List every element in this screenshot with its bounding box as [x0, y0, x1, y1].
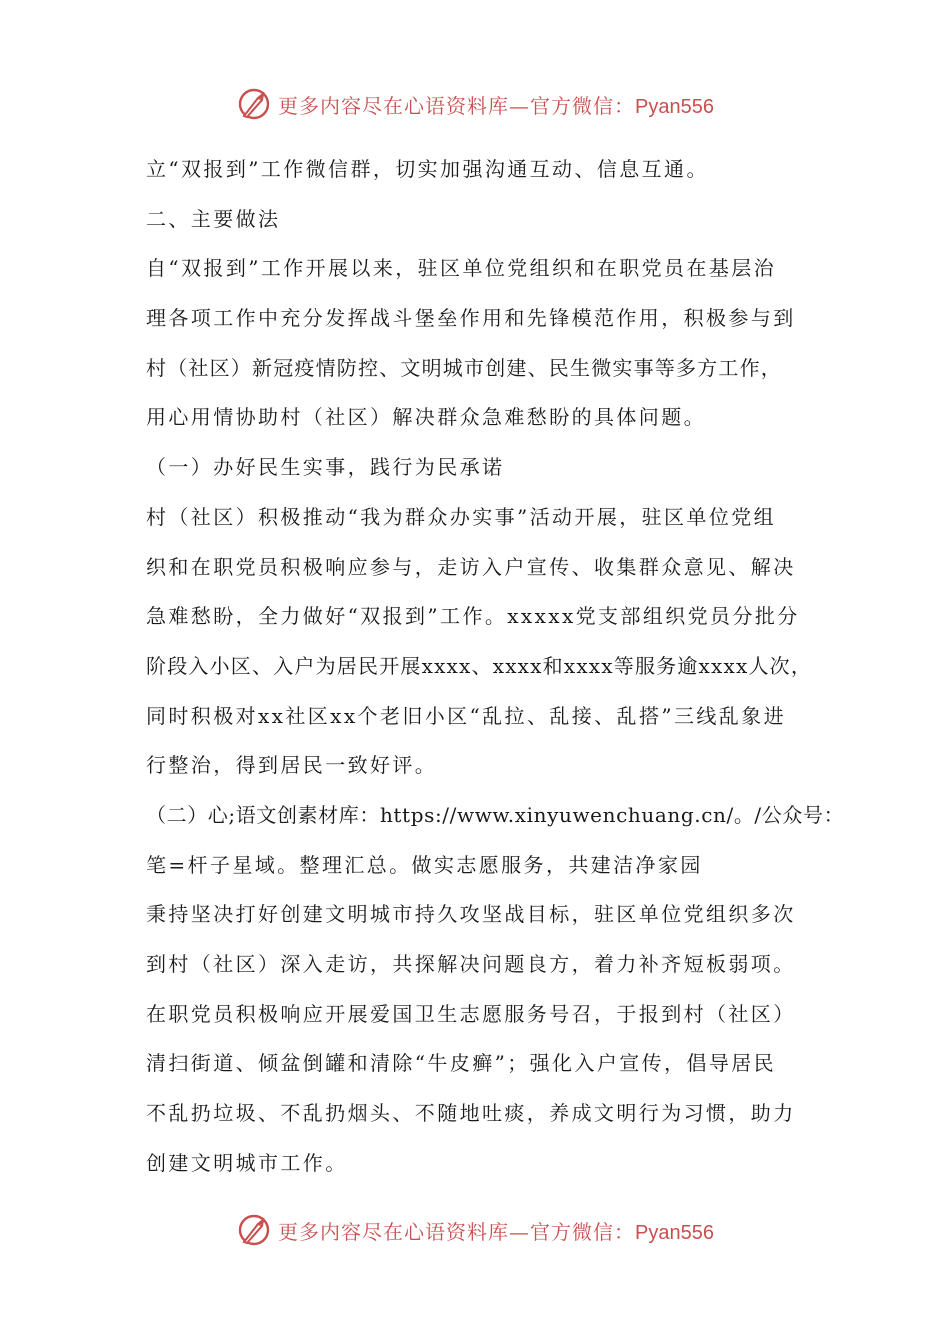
subsection-heading: 笔=杆子星域。整理汇总。做实志愿服务，共建洁净家园	[146, 852, 703, 877]
paragraph-line: 秉持坚决打好创建文明城市持久攻坚战目标，驻区单位党组织多次	[146, 902, 796, 927]
paragraph-line: 自“双报到”工作开展以来，驻区单位党组织和在职党员在基层治	[146, 256, 777, 281]
paragraph-line: 村（社区）新冠疫情防控、文明城市创建、民生微实事等多方工作，	[146, 355, 782, 380]
pen-nib-logo-icon	[236, 1212, 272, 1248]
paragraph-line: 阶段入小区、入户为居民开展xxxx、xxxx和xxxx等服务逾xxxx人次，	[146, 653, 813, 678]
wechat-id: Pyan556	[635, 95, 714, 118]
subsection-heading: （一）办好民生实事，践行为民承诺	[146, 455, 505, 480]
footer-watermark-banner	[0, 1208, 950, 1252]
watermark-prefix: 更多内容尽在心语资料库—官方微信：	[278, 1219, 636, 1244]
paragraph-line: 行整治，得到居民一致好评。	[146, 753, 438, 778]
paragraph-line: 急难愁盼，全力做好“双报到”工作。xxxxx党支部组织党员分批分	[146, 604, 800, 629]
paragraph-line: 在职党员积极响应开展爱国卫生志愿服务号召，于报到村（社区）	[146, 1001, 796, 1026]
paragraph-line: 织和在职党员积极响应参与，走访入户宣传、收集群众意见、解决	[146, 554, 796, 579]
paragraph-line: 同时积极对xx社区xx个老旧小区“乱拉、乱接、乱搭”三线乱象进	[146, 703, 786, 728]
watermark-prefix: 更多内容尽在心语资料库—官方微信：	[278, 93, 636, 118]
header-watermark-banner	[0, 82, 950, 126]
paragraph-line: 村（社区）积极推动“我为群众办实事”活动开展，驻区单位党组	[146, 504, 777, 529]
paragraph-line: 到村（社区）深入走访，共探解决问题良方，着力补齐短板弱项。	[146, 952, 796, 976]
document-body	[146, 145, 845, 1188]
paragraph-line: 不乱扔垃圾、不乱扔烟头、不随地吐痰，养成文明行为习惯，助力	[146, 1101, 796, 1126]
paragraph-line: 清扫街道、倾盆倒罐和清除“牛皮癣”；强化入户宣传，倡导居民	[146, 1051, 777, 1076]
section-heading: 二、主要做法	[146, 206, 281, 231]
paragraph-line: 立“双报到”工作微信群，切实加强沟通互动、信息互通。	[146, 157, 709, 181]
paragraph-line: 创建文明城市工作。	[146, 1150, 348, 1175]
subsection-heading: （二）心;语文创素材库：https://www.xinyuwenchuang.cn/。/公众号：	[146, 802, 845, 827]
wechat-id: Pyan556	[635, 1221, 714, 1244]
watermark-text	[278, 90, 714, 119]
pen-nib-logo-icon	[236, 86, 272, 122]
paragraph-line: 用心用情协助村（社区）解决群众急难愁盼的具体问题。	[146, 405, 706, 430]
watermark-text	[278, 1216, 714, 1245]
paragraph-line: 理各项工作中充分发挥战斗堡垒作用和先锋模范作用，积极参与到	[146, 306, 796, 331]
